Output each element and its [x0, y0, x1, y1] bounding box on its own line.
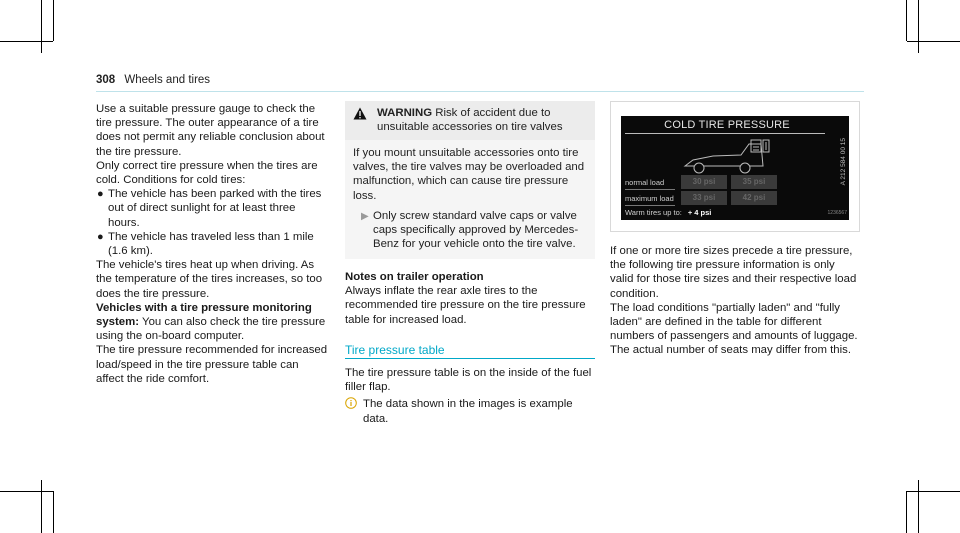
- page-header: [96, 74, 210, 86]
- info-icon: [345, 397, 363, 425]
- normal-load-label: normal load: [625, 178, 665, 187]
- section-heading: Tire pressure table: [345, 343, 445, 357]
- warning-label: WARNING: [377, 107, 433, 119]
- warning-step-text: Only screw standard valve caps or valve caps specifically approved by Mercedes-Benz for your vehicle onto the tire valve.: [373, 209, 579, 251]
- cold-intro-paragraph: Only correct tire pressure when the tires are cold. Conditions for cold tires:: [96, 159, 318, 187]
- right-column: [610, 244, 860, 358]
- header-divider: [96, 91, 864, 92]
- section-title: Wheels and tires: [124, 74, 211, 86]
- normal-rear-pressure: 35 psi: [731, 175, 777, 189]
- info-note-text: The data shown in the images is example data.: [363, 398, 573, 425]
- warning-step: [353, 209, 587, 252]
- warm-tires-note: Warm tires up to: + 4 psi: [625, 208, 712, 217]
- normal-front-pressure: 30 psi: [681, 175, 727, 189]
- figure-title-rule: [625, 133, 825, 134]
- image-code: 1236567: [827, 210, 847, 216]
- trailer-text: Always inflate the rear axle tires to the recommended tire pressure on the tire pressure table for increased load.: [345, 285, 586, 326]
- trailer-section: [345, 270, 595, 327]
- label-rule: [625, 205, 675, 206]
- part-number: A 212 584 00 15: [840, 138, 847, 186]
- warning-text: If you mount unsuitable accessories onto tire valves, the tire valves may be overloaded and malfunction, which can cause tire pressure loss.: [353, 147, 585, 202]
- section-divider: [345, 358, 595, 359]
- label-rule: [625, 189, 675, 190]
- cold-conditions-list: [96, 187, 328, 258]
- figure-title: COLD TIRE PRESSURE: [664, 119, 790, 131]
- warning-body: [345, 140, 595, 259]
- left-column: [96, 102, 328, 386]
- warning-title: Risk of accident due to unsuitable accessories on tire valves: [377, 107, 563, 133]
- table-section-body: [345, 366, 595, 426]
- trailer-heading: Notes on trailer operation: [345, 271, 484, 283]
- recommended-paragraph: The tire pressure recommended for increased load/speed in the tire pressure table can affect the ride comfort.: [96, 344, 328, 385]
- intro-paragraph: Use a suitable pressure gauge to check the tire pressure. The outer appearance of a tire does not permit any reliable conclusion about the tire pressure.: [96, 103, 325, 158]
- info-note: [345, 397, 595, 425]
- max-rear-pressure: 42 psi: [731, 191, 777, 205]
- warm-tires-value: + 4 psi: [687, 208, 712, 217]
- tpms-label: Vehicles with a tire pressure monitoring system:: [96, 301, 312, 329]
- page-number: 308: [96, 74, 116, 86]
- warning-header: [345, 101, 595, 140]
- tire-pressure-figure: [610, 101, 860, 232]
- warning-box: [345, 101, 595, 259]
- tpms-paragraph: [96, 301, 328, 344]
- car-outline-icon: [683, 138, 773, 178]
- tire-size-paragraph: If one or more tire sizes precede a tire pressure, the following tire pressure information is only valid for those tire sizes and their respective load condition.: [610, 245, 857, 300]
- list-item: ● The vehicle has traveled less than 1 mile (1.6 km).: [97, 230, 314, 258]
- max-front-pressure: 33 psi: [681, 191, 727, 205]
- load-conditions-paragraph: The load conditions "partially laden" and "fully laden" are defined in the table for different numbers of passengers and amounts of luggage. The actual number of seats may differ from this.: [610, 301, 858, 357]
- arrow-right-icon: ▶: [361, 210, 369, 222]
- maximum-load-label: maximum load: [625, 194, 674, 203]
- warning-icon: [353, 106, 377, 134]
- tire-pressure-label-image: [621, 116, 849, 220]
- tpms-text: You can also check the tire pressure using the on-board computer.: [96, 316, 326, 343]
- list-item: ● The vehicle has been parked with the tires out of direct sunlight for at least three hours.: [97, 188, 322, 229]
- table-location-text: The tire pressure table is on the inside of the fuel filler flap.: [345, 367, 592, 394]
- heat-paragraph: The vehicle's tires heat up when driving. As the temperature of the tires increases, so too does the tire pressure.: [96, 259, 323, 300]
